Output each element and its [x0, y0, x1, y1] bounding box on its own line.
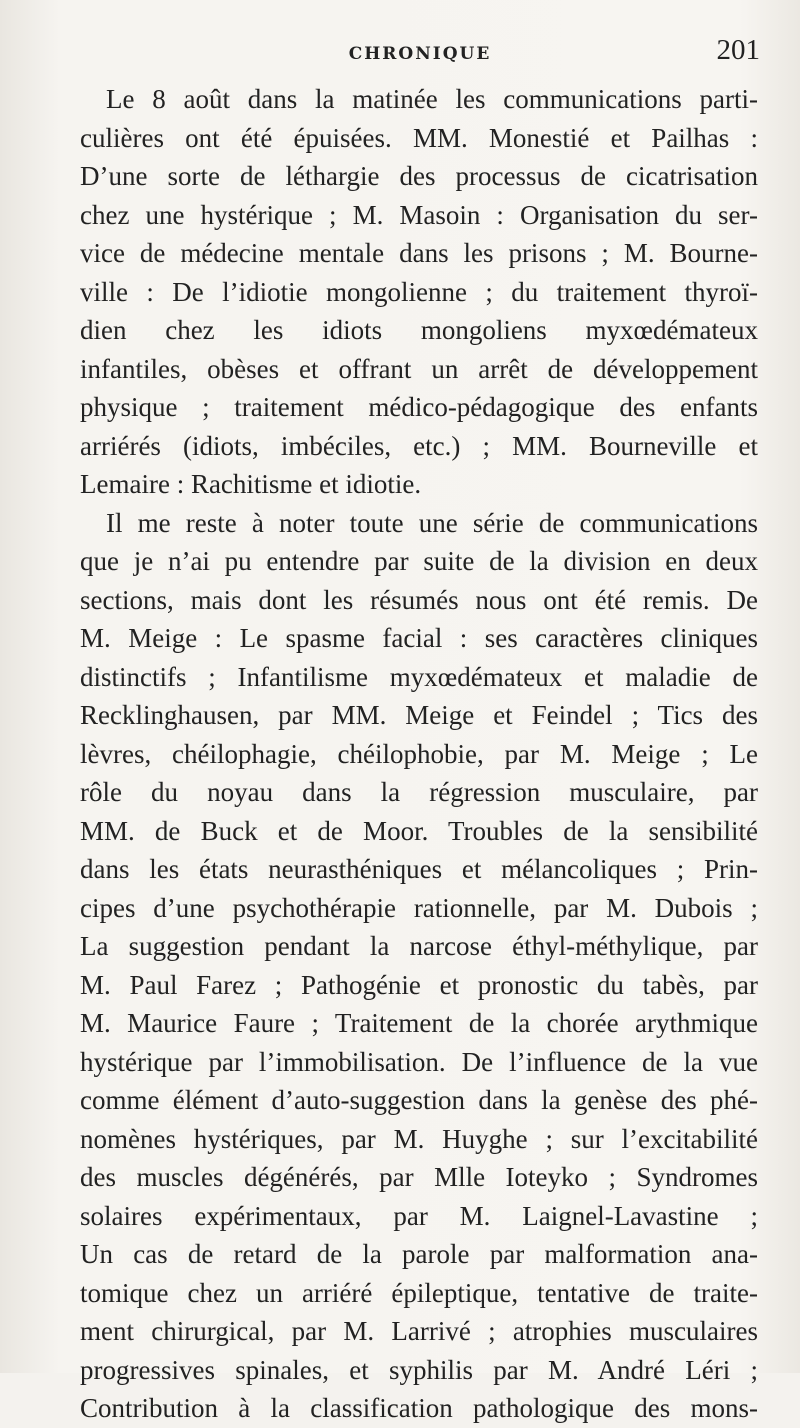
text-line: vice de médecine mentale dans les prisons ; M. Bourne-	[80, 238, 758, 268]
text-line: des muscles dégénérés, par Mlle Ioteyko ; Syndromes	[80, 1162, 758, 1192]
text-line: infantiles, obèses et offrant un arrêt de développement	[80, 353, 758, 384]
text-line: Lemaire : Rachitisme et idiotie.	[80, 469, 422, 499]
running-title: CHRONIQUE	[348, 44, 492, 64]
text-line: Contribution à la classification pathologique des mons-	[80, 1393, 758, 1423]
text-line: sections, mais dont les résumés nous ont été remis. De	[80, 584, 758, 615]
text-line: Le 8 août dans la matinée les communications parti-	[106, 84, 758, 114]
text-line: dans les états neurasthéniques et mélancoliques ; Prin-	[80, 854, 758, 884]
text-line: distinctifs ; Infantilisme myxœdémateux et maladie de	[80, 661, 758, 692]
text-line: chez une hystérique ; M. Masoin : Organisation du ser-	[80, 199, 758, 230]
text-line: D’une sorte de léthargie des processus de cicatrisation	[80, 161, 758, 191]
text-line: physique ; traitement médico-pédagogique des enfants	[80, 392, 758, 422]
text-line: cipes d’une psychothérapie rationnelle, par M. Dubois ;	[80, 892, 758, 923]
text-line: solaires expérimentaux, par M. Laignel-Lavastine ;	[80, 1200, 758, 1231]
text-line: nomènes hystériques, par M. Huyghe ; sur l’excitabilité	[80, 1123, 758, 1154]
text-line: que je n’ai pu entendre par suite de la division en deux	[80, 546, 758, 576]
text-line: tomique chez un arriéré épileptique, tentative de traite-	[80, 1277, 758, 1308]
text-line: La suggestion pendant la narcose éthyl-méthylique, par	[80, 931, 758, 961]
text-line: rôle du noyau dans la régression musculaire, par	[80, 777, 758, 807]
text-line: M. Maurice Faure ; Traitement de la chorée arythmique	[80, 1008, 758, 1038]
text-line: MM. de Buck et de Moor. Troubles de la sensibilité	[80, 815, 758, 846]
text-line: dien chez les idiots mongoliens myxœdémateux	[80, 315, 758, 345]
text-line: M. Meige : Le spasme facial : ses caractères cliniques	[80, 623, 758, 653]
text-line: ment chirurgical, par M. Larrivé ; atrophies musculaires	[80, 1316, 758, 1346]
text-line: Un cas de retard de la parole par malformation ana-	[80, 1239, 758, 1269]
text-line: M. Paul Farez ; Pathogénie et pronostic du tabès, par	[80, 969, 758, 1000]
page-number: 201	[716, 34, 760, 66]
text-line: Il me reste à noter toute une série de communications	[106, 507, 758, 538]
text-line: ville : De l’idiotie mongolienne ; du traitement thyroï-	[80, 276, 758, 307]
text-line: hystérique par l’immobilisation. De l’influence de la vue	[80, 1046, 758, 1077]
body-text	[80, 80, 758, 1428]
text-line: culières ont été épuisées. MM. Monestié et Pailhas :	[80, 122, 758, 153]
text-line: lèvres, chéilophagie, chéilophobie, par M. Meige ; Le	[80, 738, 758, 769]
text-line: progressives spinales, et syphilis par M. André Léri ;	[80, 1354, 758, 1385]
text-line: comme élément d’auto-suggestion dans la genèse des phé-	[80, 1085, 758, 1115]
text-line: arriérés (idiots, imbéciles, etc.) ; MM. Bourneville et	[80, 430, 758, 461]
page-header	[80, 34, 760, 74]
text-line: Recklinghausen, par MM. Meige et Feindel ; Tics des	[80, 700, 758, 730]
